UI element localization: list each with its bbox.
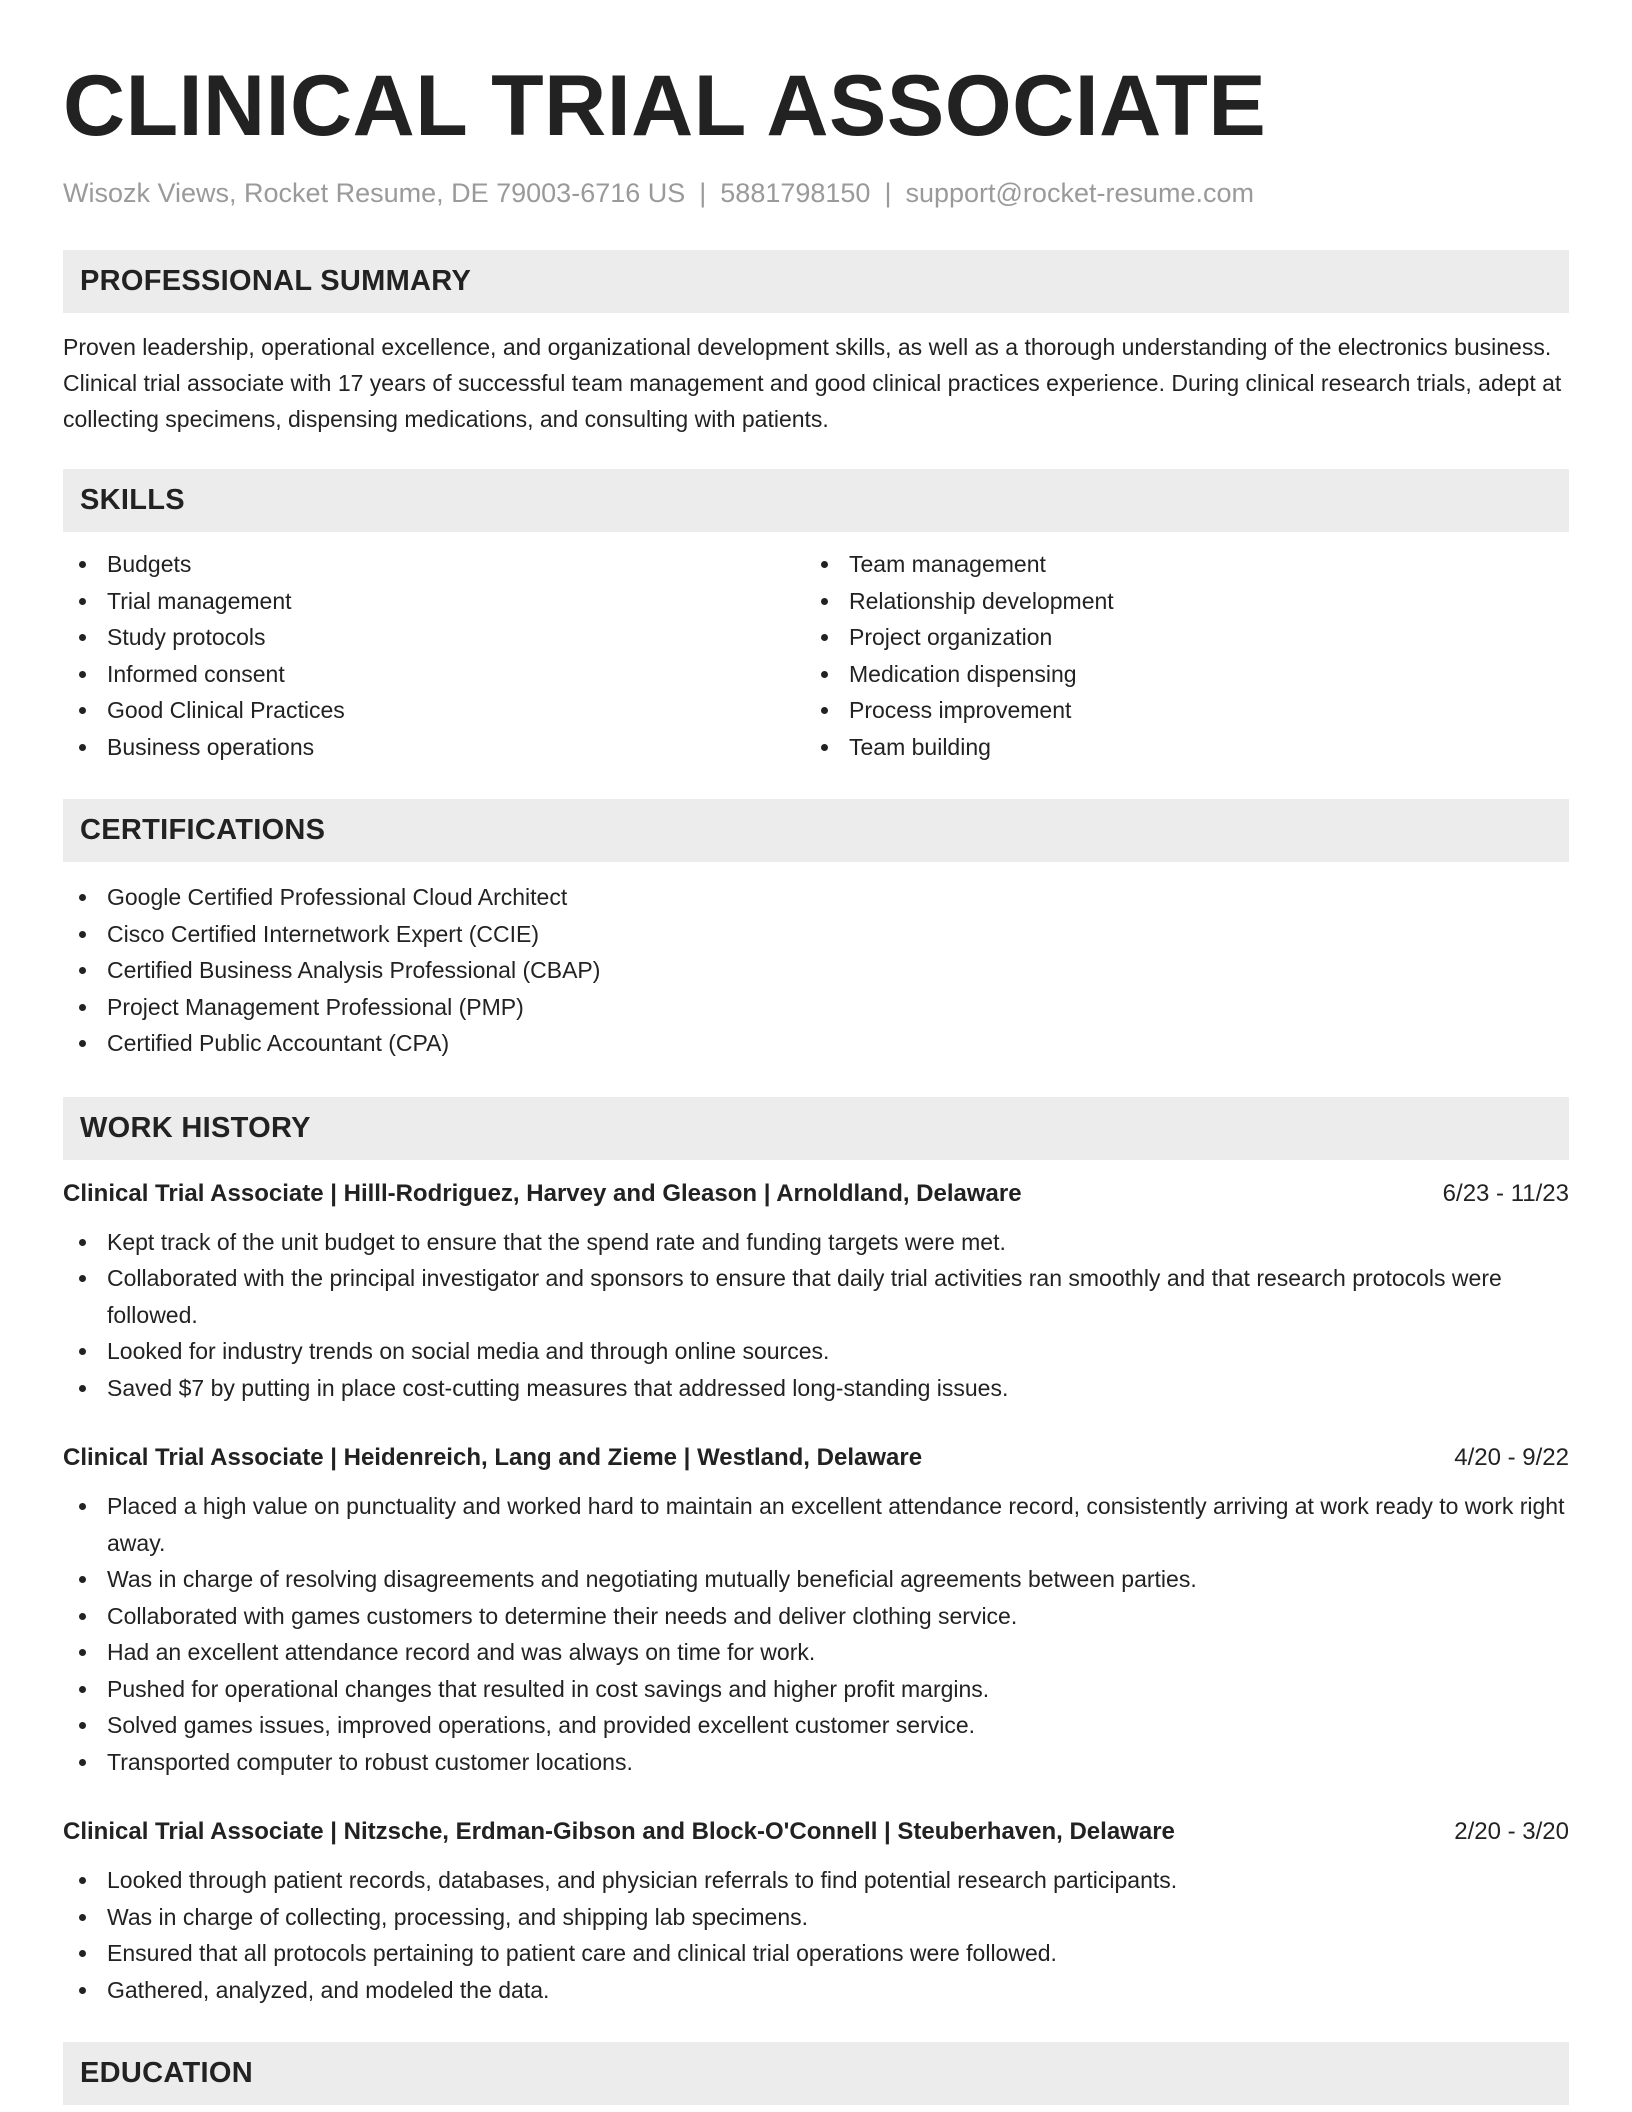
job-dates: 6/23 - 11/23 (1442, 1179, 1569, 1207)
contact-address: Wisozk Views, Rocket Resume, DE 79003-6716 US (63, 178, 686, 208)
job-header (63, 1816, 1569, 1848)
certification-item: Project Management Professional (PMP) (63, 989, 1569, 1026)
job-bullet: Was in charge of collecting, processing, and shipping lab specimens. (63, 1899, 1569, 1936)
skill-item: Relationship development (805, 583, 1547, 620)
job-bullet: Collaborated with the principal investigator and sponsors to ensure that daily trial activities ran smoothly and that research protocols were followed. (63, 1260, 1569, 1333)
job-bullet: Collaborated with games customers to determine their needs and deliver clothing service. (63, 1598, 1569, 1635)
job-title: Clinical Trial Associate | Hilll-Rodriguez, Harvey and Gleason | Arnoldland, Delaware (63, 1179, 1022, 1207)
section-heading-skills: SKILLS (63, 469, 1569, 532)
job-bullet: Looked through patient records, databases, and physician referrals to find potential research participants. (63, 1862, 1569, 1899)
skill-item: Good Clinical Practices (63, 692, 805, 729)
section-heading-work-history: WORK HISTORY (63, 1097, 1569, 1160)
certifications-list (63, 879, 1569, 1062)
section-heading-certifications: CERTIFICATIONS (63, 799, 1569, 862)
job-bullet: Pushed for operational changes that resulted in cost savings and higher profit margins. (63, 1671, 1569, 1708)
skill-item: Informed consent (63, 656, 805, 693)
skill-item: Trial management (63, 583, 805, 620)
job-entry (63, 1816, 1569, 2008)
job-dates: 2/20 - 3/20 (1454, 1818, 1569, 1845)
certification-item: Certified Public Accountant (CPA) (63, 1025, 1569, 1062)
job-bullets (63, 1224, 1569, 1407)
skills-list-right (805, 546, 1547, 765)
job-bullet: Transported computer to robust customer locations. (63, 1744, 1569, 1781)
job-bullet: Was in charge of resolving disagreements and negotiating mutually beneficial agreements between parties. (63, 1561, 1569, 1598)
job-bullet: Looked for industry trends on social media and through online sources. (63, 1333, 1569, 1370)
summary-text: Proven leadership, operational excellence, and organizational development skills, as well as a thorough understanding of the electronics business. Clinical trial associate with 17 years of successful team management and good clinical practices experience. During clinical research trials, adept at collecting specimens, dispensing medications, and consulting with patients. (63, 334, 1562, 432)
skills-column-right (805, 546, 1547, 765)
certification-item: Cisco Certified Internetwork Expert (CCIE) (63, 916, 1569, 953)
contact-line (63, 176, 1569, 210)
job-bullets (63, 1488, 1569, 1780)
job-bullets (63, 1862, 1569, 2008)
job-bullet: Gathered, analyzed, and modeled the data. (63, 1972, 1569, 2009)
skill-item: Medication dispensing (805, 656, 1547, 693)
skill-item: Budgets (63, 546, 805, 583)
job-dates: 4/20 - 9/22 (1454, 1444, 1569, 1471)
job-entry (63, 1442, 1569, 1780)
contact-separator: | (699, 178, 707, 208)
job-header (63, 1178, 1569, 1210)
skill-item: Study protocols (63, 619, 805, 656)
certification-item: Certified Business Analysis Professional (CBAP) (63, 952, 1569, 989)
job-bullet: Placed a high value on punctuality and worked hard to maintain an excellent attendance record, consistently arriving at work ready to work right away. (63, 1488, 1569, 1561)
contact-phone: 5881798150 (720, 178, 871, 208)
job-entry (63, 1178, 1569, 1407)
contact-separator: | (884, 178, 892, 208)
skills-list-left (63, 546, 805, 765)
contact-email: support@rocket-resume.com (905, 178, 1254, 208)
certification-item: Google Certified Professional Cloud Architect (63, 879, 1569, 916)
skill-item: Project organization (805, 619, 1547, 656)
job-bullet: Solved games issues, improved operations, and provided excellent customer service. (63, 1707, 1569, 1744)
job-bullet: Saved $7 by putting in place cost-cutting measures that addressed long-standing issues. (63, 1370, 1569, 1407)
job-title: Clinical Trial Associate | Heidenreich, Lang and Zieme | Westland, Delaware (63, 1444, 923, 1471)
job-bullet: Kept track of the unit budget to ensure that the spend rate and funding targets were met. (63, 1224, 1569, 1261)
job-bullet: Had an excellent attendance record and was always on time for work. (63, 1634, 1569, 1671)
resume-title: CLINICAL TRIAL ASSOCIATE (63, 58, 1267, 154)
skills-grid (63, 546, 1569, 765)
job-title: Clinical Trial Associate | Nitzsche, Erdman-Gibson and Block-O'Connell | Steuberhaven, Delaware (63, 1818, 1175, 1845)
section-heading-education: EDUCATION (63, 2042, 1569, 2105)
job-header (63, 1442, 1569, 1474)
skill-item: Process improvement (805, 692, 1547, 729)
skills-column-left (63, 546, 805, 765)
skill-item: Team building (805, 729, 1547, 766)
skill-item: Business operations (63, 729, 805, 766)
skill-item: Team management (805, 546, 1547, 583)
section-heading-summary: PROFESSIONAL SUMMARY (63, 250, 1569, 313)
job-bullet: Ensured that all protocols pertaining to patient care and clinical trial operations were followed. (63, 1935, 1569, 1972)
